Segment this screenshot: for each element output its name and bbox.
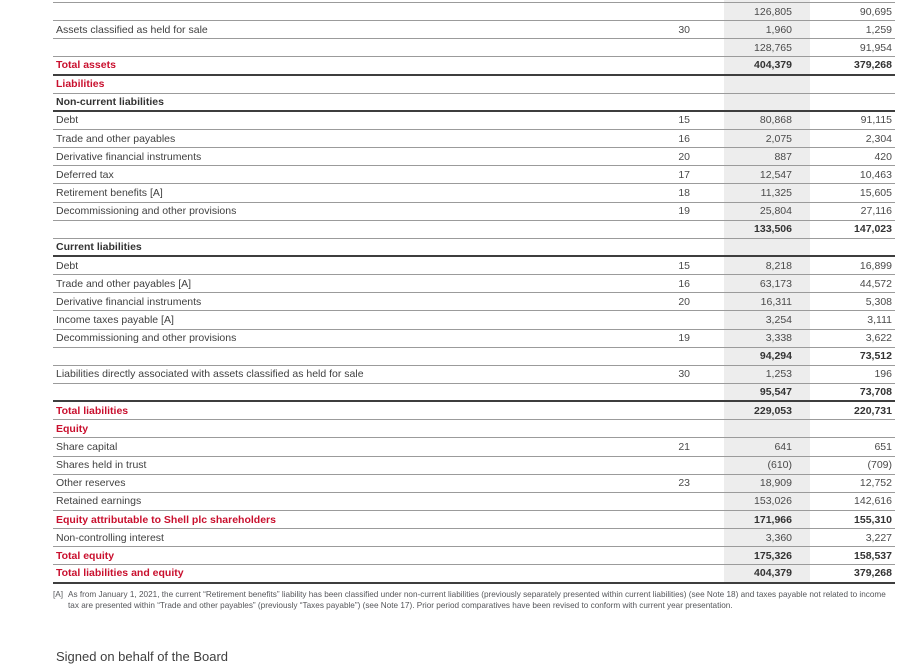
value-column-current: 641 — [724, 438, 810, 455]
table-row — [53, 438, 895, 456]
value-column-prior: 379,268 — [854, 567, 892, 580]
value-column-current: 16,311 — [724, 293, 810, 310]
column-spacer — [690, 420, 724, 437]
row-label: Total liabilities and equity — [56, 567, 184, 580]
value-column-current: 175,326 — [724, 547, 810, 564]
note-reference — [630, 221, 690, 238]
column-spacer — [690, 76, 724, 93]
value-column-current: 94,294 — [724, 348, 810, 365]
column-spacer — [690, 275, 724, 292]
value-column-current: 229,053 — [724, 402, 810, 419]
note-reference — [630, 39, 690, 56]
column-spacer — [690, 475, 724, 492]
value-column-prior: 2,304 — [865, 132, 892, 145]
value-column-current: 153,026 — [724, 493, 810, 510]
column-spacer — [690, 257, 724, 274]
column-spacer — [690, 3, 724, 20]
column-spacer — [690, 39, 724, 56]
note-reference — [630, 547, 690, 564]
row-label: Equity — [56, 422, 89, 435]
value-column-prior: 3,227 — [865, 531, 892, 544]
value-column-prior: 651 — [874, 440, 892, 453]
value-column-current: 2,075 — [724, 130, 810, 147]
note-reference: 30 — [678, 23, 690, 36]
column-spacer — [690, 384, 724, 400]
row-label: Shares held in trust — [56, 459, 147, 472]
row-label: Current liabilities — [56, 240, 142, 253]
row-label: Assets classified as held for sale — [56, 23, 208, 36]
row-label: Share capital — [56, 440, 118, 453]
value-column-prior: 15,605 — [859, 186, 892, 199]
table-row — [53, 420, 895, 438]
column-spacer — [690, 529, 724, 546]
value-column-current: 171,966 — [724, 511, 810, 528]
value-column-current: 80,868 — [724, 112, 810, 129]
value-column-prior: 12,752 — [859, 477, 892, 490]
column-spacer — [690, 221, 724, 238]
table-row — [53, 293, 895, 311]
table-row — [53, 203, 895, 221]
table-row — [53, 39, 895, 57]
note-reference — [630, 420, 690, 437]
note-reference — [630, 76, 690, 93]
value-column-prior: 27,116 — [860, 205, 892, 218]
note-reference: 16 — [678, 277, 690, 290]
table-row — [53, 184, 895, 202]
value-column-current: 3,254 — [724, 311, 810, 328]
value-column-current — [724, 0, 810, 2]
row-label: Trade and other payables — [56, 132, 176, 145]
value-column-current: 8,218 — [724, 257, 810, 274]
column-spacer — [690, 57, 724, 73]
column-spacer — [690, 166, 724, 183]
column-spacer — [690, 239, 724, 255]
balance-sheet-table — [53, 0, 895, 584]
value-column-current: 133,506 — [724, 221, 810, 238]
column-spacer — [690, 493, 724, 510]
value-column-prior — [810, 0, 895, 2]
table-row — [53, 257, 895, 275]
note-reference — [630, 511, 690, 528]
value-column-prior: 142,616 — [854, 495, 892, 508]
note-reference — [630, 3, 690, 20]
row-label — [53, 39, 630, 56]
table-row — [53, 130, 895, 148]
value-column-prior: 3,111 — [867, 313, 892, 326]
value-column-prior: 220,731 — [854, 404, 892, 417]
column-spacer — [690, 184, 724, 201]
row-label: Decommissioning and other provisions — [56, 205, 237, 218]
note-reference: 21 — [678, 440, 690, 453]
row-label: Equity attributable to Shell plc shareholders — [56, 513, 276, 526]
table-row — [53, 57, 895, 75]
footnote-a — [53, 589, 898, 611]
column-spacer — [690, 547, 724, 564]
row-label — [53, 348, 630, 365]
row-label: Other reserves — [56, 477, 126, 490]
column-spacer — [690, 366, 724, 383]
value-column-current: 18,909 — [724, 475, 810, 492]
note-reference: 20 — [678, 295, 690, 308]
value-column-prior: 1,259 — [865, 23, 892, 36]
note-reference — [630, 57, 690, 73]
value-column-current: 11,325 — [724, 184, 810, 201]
row-label — [53, 0, 630, 2]
note-reference: 19 — [678, 205, 690, 218]
value-column-prior: 44,572 — [859, 277, 892, 290]
value-column-prior: 73,512 — [859, 350, 892, 363]
signoff-text: Signed on behalf of the Board — [56, 649, 229, 664]
note-reference: 16 — [678, 132, 690, 145]
value-column-prior — [810, 76, 895, 93]
note-reference — [630, 94, 690, 110]
value-column-prior: (709) — [867, 459, 892, 472]
row-label: Non-controlling interest — [56, 531, 164, 544]
table-row — [53, 275, 895, 293]
value-column-current: 3,360 — [724, 529, 810, 546]
table-row — [53, 366, 895, 384]
note-reference: 20 — [678, 150, 690, 163]
note-reference: 17 — [678, 168, 690, 181]
row-label: Derivative financial instruments — [56, 150, 202, 163]
value-column-current — [724, 420, 810, 437]
note-reference — [630, 565, 690, 581]
row-label: Debt — [56, 259, 79, 272]
table-row — [53, 547, 895, 565]
note-reference — [630, 493, 690, 510]
row-label: Total equity — [56, 549, 115, 562]
table-row — [53, 94, 895, 112]
table-row — [53, 3, 895, 21]
note-reference: 23 — [678, 477, 690, 490]
note-reference: 15 — [678, 259, 690, 272]
value-column-current: 3,338 — [724, 330, 810, 347]
row-label: Total liabilities — [56, 404, 129, 417]
value-column-prior: 73,708 — [859, 386, 892, 399]
row-label: Retained earnings — [56, 495, 142, 508]
value-column-current: 404,379 — [724, 57, 810, 73]
column-spacer — [690, 21, 724, 38]
row-label — [53, 221, 630, 238]
table-row — [53, 402, 895, 420]
column-spacer — [690, 130, 724, 147]
table-row — [53, 166, 895, 184]
value-column-current: 1,253 — [724, 366, 810, 383]
table-row — [53, 529, 895, 547]
value-column-current — [724, 239, 810, 255]
note-reference: 19 — [678, 332, 690, 345]
column-spacer — [690, 348, 724, 365]
value-column-current: 95,547 — [724, 384, 810, 400]
value-column-current: 25,804 — [724, 203, 810, 220]
value-column-current: 404,379 — [724, 565, 810, 581]
value-column-prior: 420 — [874, 150, 892, 163]
value-column-current — [724, 94, 810, 110]
table-row — [53, 330, 895, 348]
note-reference — [630, 311, 690, 328]
note-reference — [630, 402, 690, 419]
value-column-prior: 90,695 — [859, 5, 892, 18]
value-column-prior — [810, 420, 895, 437]
row-label: Deferred tax — [56, 168, 114, 181]
table-row — [53, 112, 895, 130]
table-row — [53, 565, 895, 583]
note-reference — [630, 529, 690, 546]
value-column-prior: 91,954 — [859, 41, 892, 54]
column-spacer — [690, 402, 724, 419]
table-row — [53, 239, 895, 257]
note-reference — [630, 239, 690, 255]
table-row — [53, 221, 895, 239]
note-reference — [630, 348, 690, 365]
column-spacer — [690, 203, 724, 220]
row-label: Retirement benefits [A] — [56, 186, 163, 199]
value-column-prior: 10,463 — [859, 168, 892, 181]
value-column-current: 1,960 — [724, 21, 810, 38]
value-column-current: 126,805 — [724, 3, 810, 20]
value-column-current: 128,765 — [724, 39, 810, 56]
column-spacer — [690, 311, 724, 328]
value-column-current: 887 — [724, 148, 810, 165]
value-column-prior: 196 — [874, 368, 892, 381]
value-column-prior — [810, 94, 895, 110]
column-spacer — [690, 293, 724, 310]
table-row — [53, 348, 895, 366]
note-reference — [630, 384, 690, 400]
column-spacer — [690, 330, 724, 347]
value-column-prior: 91,115 — [860, 114, 892, 127]
row-label: Derivative financial instruments — [56, 295, 202, 308]
value-column-prior: 5,308 — [865, 295, 892, 308]
row-label: Liabilities directly associated with assets classified as held for sale — [56, 368, 364, 381]
column-spacer — [690, 457, 724, 474]
table-rows — [53, 3, 895, 584]
row-label: Trade and other payables [A] — [56, 277, 192, 290]
table-row — [53, 384, 895, 402]
table-row — [53, 21, 895, 39]
column-spacer — [690, 112, 724, 129]
column-spacer — [690, 148, 724, 165]
row-label — [53, 384, 630, 400]
row-label: Non-current liabilities — [56, 95, 164, 108]
note-reference — [630, 457, 690, 474]
table-row — [53, 511, 895, 529]
value-column-prior — [810, 239, 895, 255]
row-label: Decommissioning and other provisions — [56, 332, 237, 345]
table-row — [53, 457, 895, 475]
note-reference: 30 — [678, 368, 690, 381]
value-column-prior: 16,899 — [859, 259, 892, 272]
value-column-prior: 147,023 — [854, 223, 892, 236]
value-column-prior: 3,622 — [865, 332, 892, 345]
column-spacer — [690, 94, 724, 110]
footnote-text: As from January 1, 2021, the current “Retirement benefits” liability has been classified under non-current liabilities (previously separately presented within current liabilities) (see Note 18) and taxes payable not related to income tax are presented within “Trade and other payables” (previously “Taxes payable”) (see Note 17). Prior period comparatives have been revised to conform with current year presentation. — [68, 590, 886, 610]
table-row — [53, 76, 895, 94]
value-column-current: 63,173 — [724, 275, 810, 292]
row-label: Total assets — [56, 59, 116, 72]
note-reference — [630, 0, 690, 2]
note-reference: 18 — [678, 186, 690, 199]
value-column-prior: 158,537 — [854, 549, 892, 562]
row-label: Income taxes payable [A] — [56, 313, 174, 326]
value-column-current: 12,547 — [724, 166, 810, 183]
value-column-prior: 155,310 — [854, 513, 892, 526]
footnote-marker: [A] — [53, 590, 64, 599]
value-column-prior: 379,268 — [854, 59, 892, 72]
table-row — [53, 311, 895, 329]
table-row — [53, 493, 895, 511]
value-column-current: (610) — [724, 457, 810, 474]
row-label — [53, 3, 630, 20]
column-spacer — [690, 438, 724, 455]
row-label: Debt — [56, 114, 79, 127]
table-row — [53, 475, 895, 493]
note-reference: 15 — [678, 114, 690, 127]
row-label: Liabilities — [56, 78, 105, 91]
column-spacer — [690, 0, 724, 2]
value-column-current — [724, 76, 810, 93]
column-spacer — [690, 565, 724, 581]
table-row — [53, 148, 895, 166]
column-spacer — [690, 511, 724, 528]
